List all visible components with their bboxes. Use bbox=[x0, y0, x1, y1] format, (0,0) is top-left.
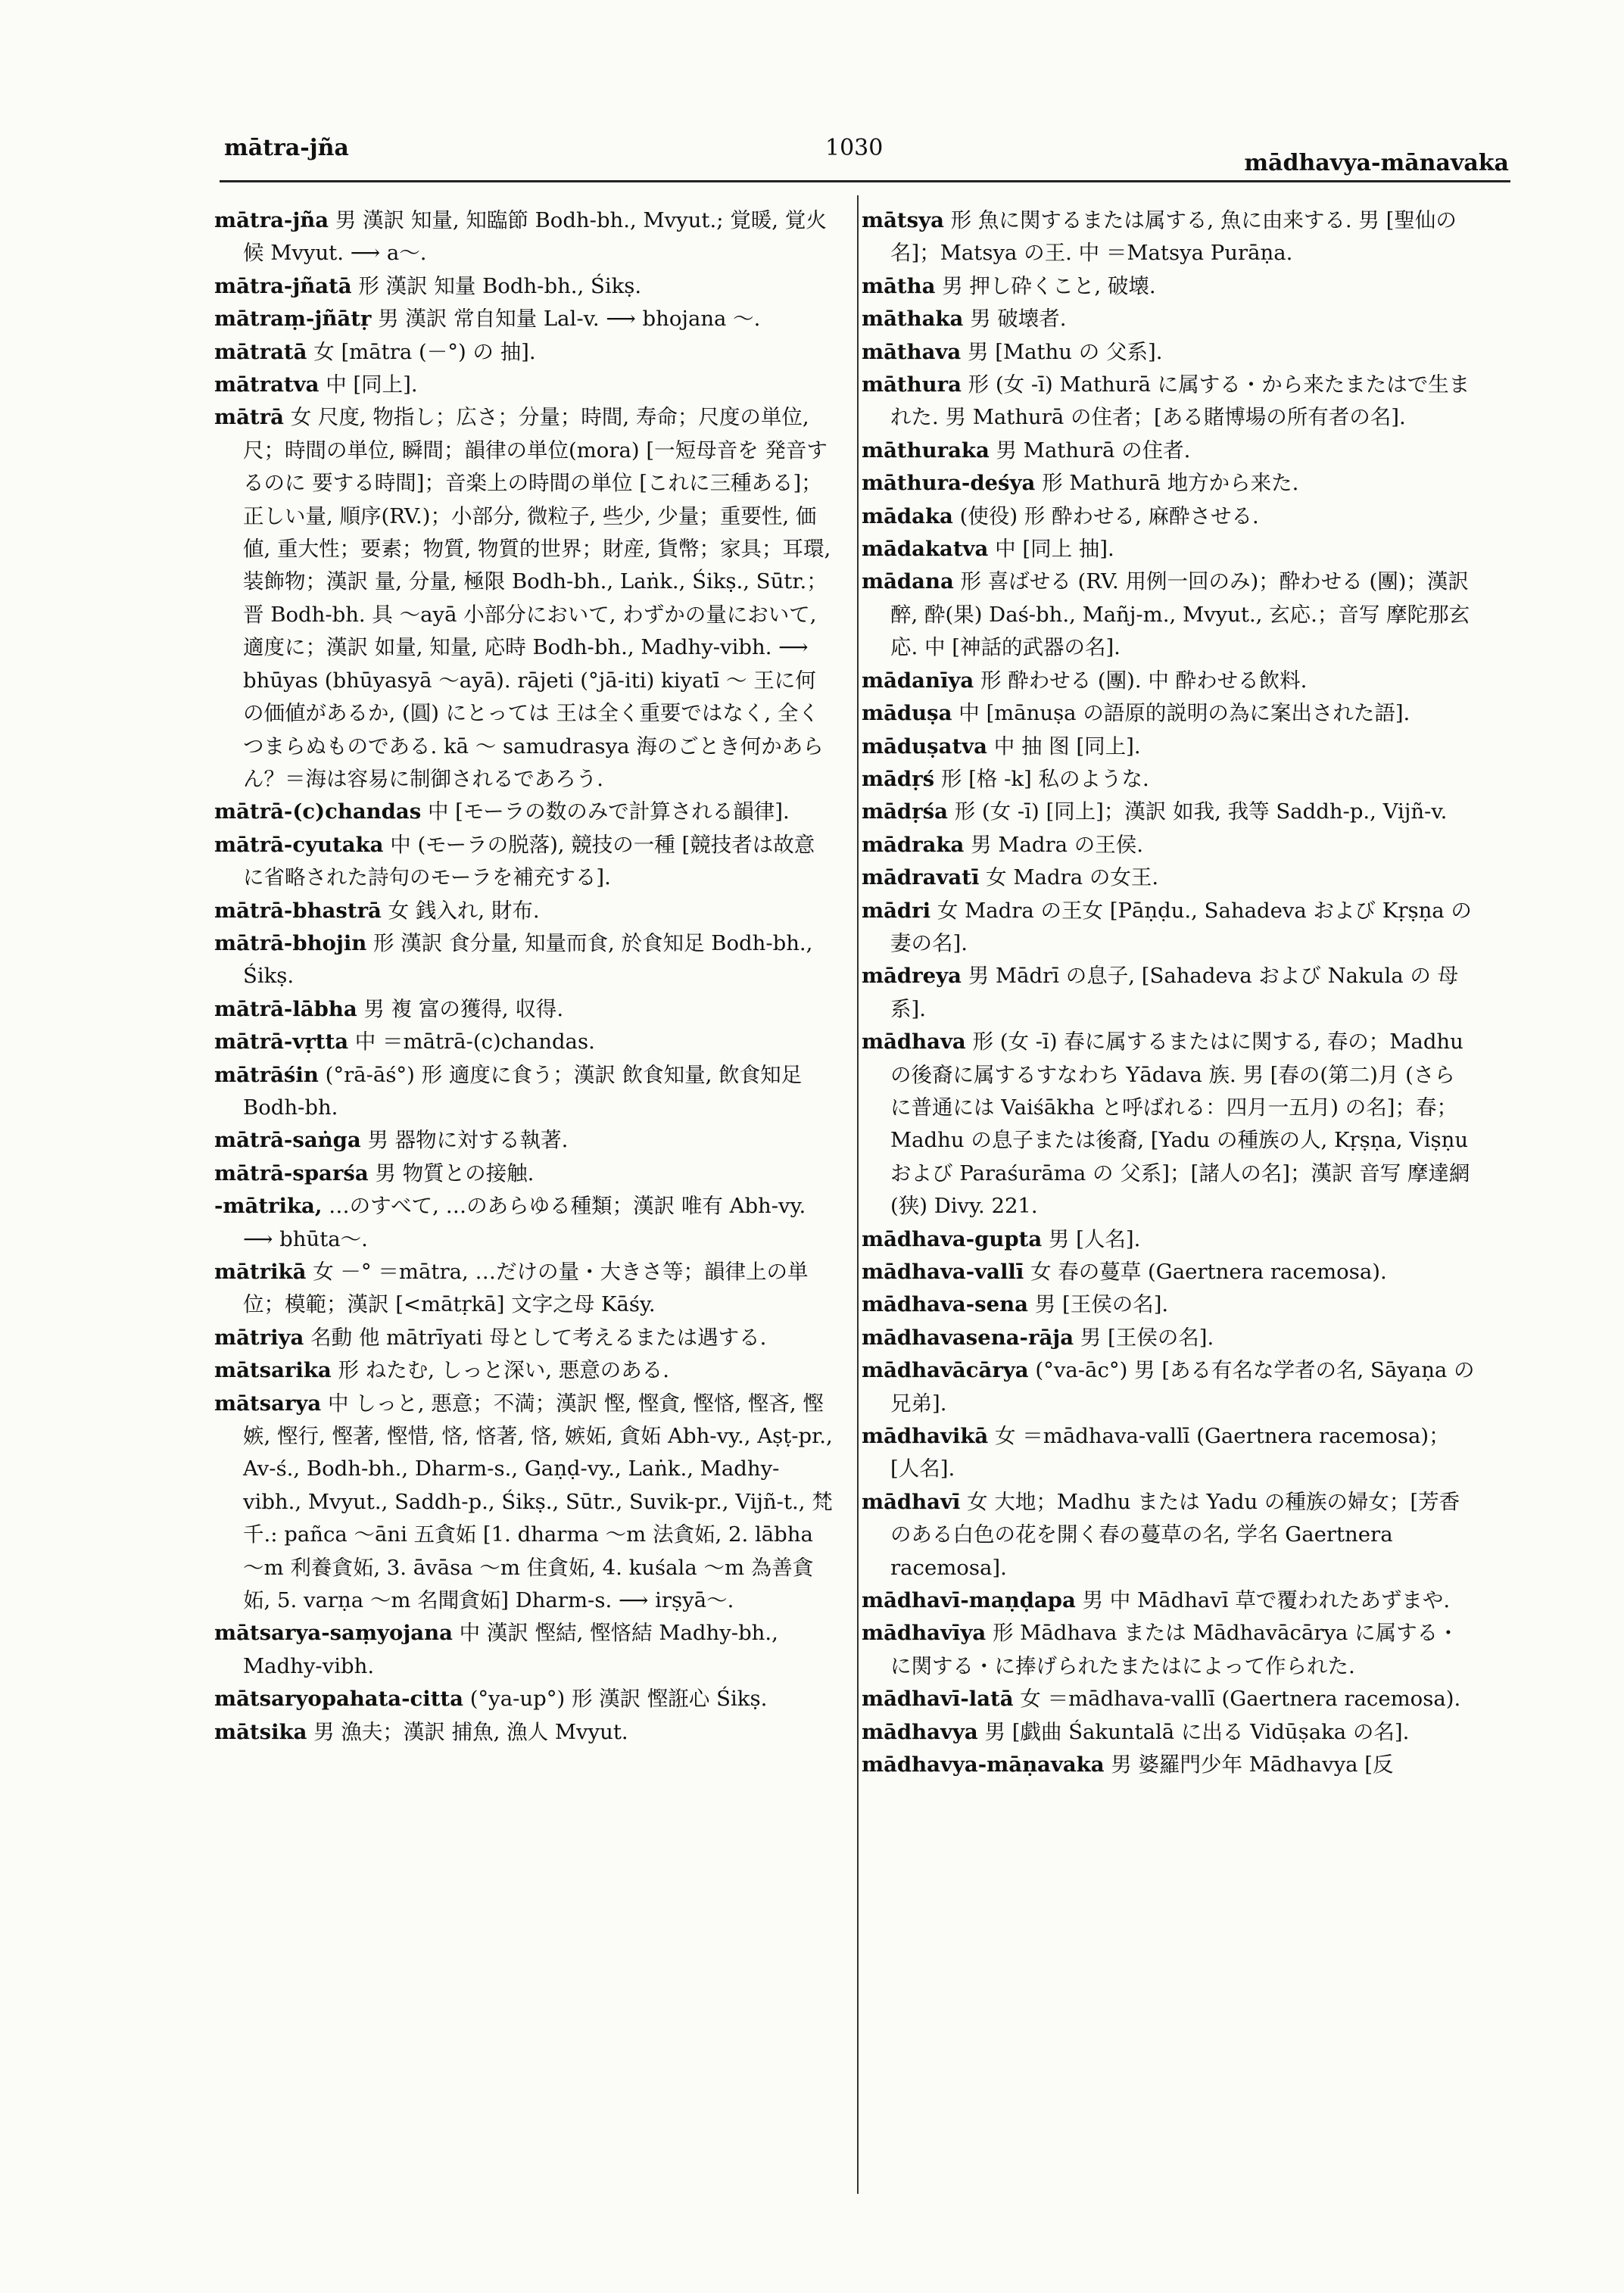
entry-definition: …のすべて, …のあらゆる種類；漢訳 唯有 Abh-vy. ⟶ bhūta～. bbox=[243, 1194, 806, 1251]
entry-definition: 中 抽 图 [同上]. bbox=[993, 734, 1141, 759]
dictionary-entry bbox=[862, 303, 1475, 335]
entry-definition: 男 漢訳 常自知量 Lal-v. ⟶ bhojana ～. bbox=[378, 307, 761, 332]
dictionary-entry bbox=[214, 303, 835, 335]
entry-headword: mātratva bbox=[214, 372, 320, 397]
entry-definition: 形 漢訳 知量 Bodh-bh., Śikṣ. bbox=[358, 273, 642, 298]
dictionary-entry bbox=[214, 1256, 835, 1322]
entry-headword: mātratā bbox=[214, 339, 307, 364]
entry-headword: mātrāśin bbox=[214, 1062, 319, 1087]
entry-definition: 形 [格 -k] 私のような. bbox=[940, 766, 1149, 791]
dictionary-entry bbox=[862, 1288, 1475, 1321]
entry-headword: mādakatva bbox=[862, 537, 989, 562]
entry-definition: 女 ＝mādhava-vallī (Gaertnera racemosa). bbox=[1020, 1687, 1461, 1712]
entry-headword: māthaka bbox=[862, 307, 964, 332]
dictionary-entry bbox=[862, 1256, 1475, 1288]
entry-definition: 中 [mānuṣa の語原的説明の為に案出された語]. bbox=[959, 701, 1410, 726]
column-divider bbox=[857, 195, 859, 2194]
dictionary-entry bbox=[862, 763, 1475, 796]
entry-definition: 男 [王侯の名]. bbox=[1034, 1292, 1169, 1317]
dictionary-entry bbox=[862, 1486, 1475, 1584]
entry-headword: mādana bbox=[862, 569, 954, 594]
entry-definition: 男 [Mathu の 父系]. bbox=[967, 339, 1163, 364]
entry-headword: māthura bbox=[862, 372, 962, 397]
dictionary-entry bbox=[862, 1683, 1475, 1715]
entry-headword: -mātrika, bbox=[214, 1194, 323, 1219]
entry-definition: 男 器物に対する執著. bbox=[367, 1128, 569, 1153]
entry-headword: māduṣatva bbox=[862, 734, 987, 759]
page-header bbox=[0, 0, 1624, 189]
entry-headword: mātrā-bhastrā bbox=[214, 898, 382, 923]
entry-definition: 形 (女 -ī) 春に属するまたはに関する, 春の；Madhu の後裔に属するすなわち Yādava 族. 男 [春の(第二)月 (さらに普通には Vaiśākha と呼ばれる：四月一五月) の名]；春；Madhu の息子または後裔, [Yadu の種族の人, Kṛṣṇa, Viṣṇu および Paraśurāma の 父系]；[諸人の名]；漢訳 音写 摩達網(狭) Divy. 221. bbox=[890, 1030, 1470, 1219]
entry-headword: mādhavikā bbox=[862, 1424, 989, 1449]
dictionary-entry bbox=[214, 1157, 835, 1190]
entry-headword: mātra-jña bbox=[214, 208, 329, 232]
entry-headword: mātrā-bhojin bbox=[214, 930, 367, 955]
entry-headword: mātrā-(c)chandas bbox=[214, 799, 422, 824]
entry-definition: 男 婆羅門少年 Mādhavya [反 bbox=[1111, 1752, 1394, 1777]
entry-definition: 女 Madra の王女 [Pāṇḍu., Sahadeva および Kṛṣṇa の妻の名]. bbox=[890, 898, 1472, 955]
entry-definition: 男 中 Mādhavī 草で覆われたあずまや. bbox=[1082, 1588, 1451, 1613]
dictionary-entry bbox=[862, 336, 1475, 369]
entry-definition: 女 ＝mādhava-vallī (Gaertnera racemosa)；[人名]. bbox=[890, 1424, 1450, 1481]
dictionary-entry bbox=[214, 1124, 835, 1157]
dictionary-entry bbox=[862, 829, 1475, 861]
entry-definition: 形 ねたむ, しっと深い, 悪意のある. bbox=[338, 1358, 669, 1383]
entry-definition: (°va-āc°) 男 [ある有名な学者の名, Sāyaṇa の兄弟]. bbox=[890, 1358, 1475, 1416]
right-column bbox=[862, 204, 1475, 1782]
dictionary-entry bbox=[862, 369, 1475, 435]
entry-definition: 形 (女 -ī) Mathurā に属する・から来たまたはで生まれた. 男 Mathurā の住者；[ある賭博場の所有者の名]. bbox=[890, 372, 1470, 430]
dictionary-entry bbox=[862, 796, 1475, 828]
entry-headword: māduṣa bbox=[862, 701, 952, 726]
entry-headword: mātsya bbox=[862, 208, 944, 232]
dictionary-entry bbox=[862, 533, 1475, 565]
entry-definition: 男 漢訳 知量, 知臨節 Bodh-bh., Mvyut.; 覚暖, 覚火候 Mvyut. ⟶ a～. bbox=[243, 208, 827, 266]
dictionary-entry bbox=[862, 1716, 1475, 1749]
left-guide-word: mātra-jña bbox=[224, 135, 349, 161]
right-guide-word: mādhavya-mānavaka bbox=[1244, 150, 1509, 176]
entry-headword: mādhava-sena bbox=[862, 1292, 1028, 1317]
entry-definition: 男 押し砕くこと, 破壊. bbox=[942, 273, 1156, 298]
dictionary-entry bbox=[214, 204, 835, 270]
dictionary-entry bbox=[214, 336, 835, 369]
dictionary-entry bbox=[862, 1617, 1475, 1683]
entry-definition: 形 (女 -ī) [同上]；漢訳 如我, 我等 Saddh-p., Vijñ-v. bbox=[954, 799, 1448, 824]
entry-definition: (使役) 形 酔わせる, 麻酔させる. bbox=[959, 503, 1259, 528]
entry-definition: 女 銭入れ, 財布. bbox=[388, 898, 540, 923]
entry-headword: mādri bbox=[862, 898, 931, 923]
dictionary-entry bbox=[862, 500, 1475, 533]
dictionary-entry bbox=[214, 1322, 835, 1354]
entry-definition: 女 Madra の女王. bbox=[986, 865, 1159, 890]
entry-headword: mādṛś bbox=[862, 766, 935, 791]
entry-definition: 男 [人名]. bbox=[1048, 1226, 1141, 1251]
entry-headword: mādraka bbox=[862, 832, 965, 857]
entry-headword: mādhavācārya bbox=[862, 1358, 1029, 1383]
entry-headword: mādhava-vallī bbox=[862, 1260, 1024, 1284]
entry-definition: 女 [mātra (－°) の 抽]. bbox=[313, 339, 536, 364]
entry-definition: 形 酔わせる (團). 中 酔わせる飲料. bbox=[980, 668, 1308, 693]
dictionary-entry bbox=[214, 1190, 835, 1256]
dictionary-entry bbox=[862, 665, 1475, 697]
dictionary-entry bbox=[214, 1026, 835, 1058]
entry-headword: mātsarika bbox=[214, 1358, 332, 1383]
entry-definition: 中 (モーラの脱落), 競技の一種 [競技者は故意に省略された詩句のモーラを補充する]. bbox=[243, 832, 815, 890]
entry-headword: māthava bbox=[862, 339, 962, 364]
entry-headword: mātsarya-saṃyojana bbox=[214, 1621, 453, 1646]
entry-headword: mātrā-lābha bbox=[214, 996, 357, 1021]
entry-headword: māthura-deśya bbox=[862, 471, 1036, 496]
entry-definition: 男 [王侯の名]. bbox=[1080, 1325, 1214, 1350]
entry-headword: mātsika bbox=[214, 1719, 307, 1744]
entry-headword: mātrā-saṅga bbox=[214, 1128, 361, 1153]
entry-definition: 男 漁夫；漢訳 捕魚, 漁人 Mvyut. bbox=[313, 1719, 628, 1744]
dictionary-entry bbox=[214, 796, 835, 828]
entry-definition: 形 Mādhava または Mādhavācārya に属する・に関する・に捧げられたまたはによって作られた. bbox=[890, 1621, 1459, 1678]
dictionary-entry bbox=[862, 204, 1475, 270]
dictionary-entry bbox=[214, 1388, 835, 1618]
dictionary-entry bbox=[214, 895, 835, 927]
entry-headword: mādhavīya bbox=[862, 1621, 987, 1646]
entry-headword: mādhavī-maṇḍapa bbox=[862, 1588, 1076, 1613]
entry-headword: mātsaryopahata-citta bbox=[214, 1687, 463, 1712]
dictionary-entry bbox=[214, 369, 835, 401]
entry-definition: 中 [モーラの数のみで計算される韻律]. bbox=[427, 799, 790, 824]
entry-headword: mātrā-cyutaka bbox=[214, 832, 384, 857]
entry-headword: mātrā bbox=[214, 405, 284, 430]
page-number: 1030 bbox=[825, 135, 884, 161]
entry-headword: mātrā-vṛtta bbox=[214, 1030, 349, 1055]
entry-definition: 男 Mādrī の息子, [Sahadeva および Nakula の 母系]. bbox=[890, 964, 1459, 1021]
dictionary-entry bbox=[862, 731, 1475, 763]
dictionary-entry bbox=[862, 1584, 1475, 1617]
entry-definition: 男 Mathurā の住者. bbox=[996, 438, 1191, 463]
dictionary-entry bbox=[862, 1223, 1475, 1256]
entry-definition: 形 喜ばせる (RV. 用例一回のみ)；酔わせる (團)；漢訳 醉, 酔(果) Daś-bh., Mañj-m., Mvyut., 玄応.；音写 摩陀那玄応. 中 [神話的武器の名]. bbox=[890, 569, 1470, 660]
entry-headword: mādaka bbox=[862, 503, 953, 528]
entry-definition: 形 漢訳 食分量, 知量而食, 於食知足 Bodh-bh., Śikṣ. bbox=[243, 930, 813, 989]
dictionary-entry bbox=[214, 1354, 835, 1387]
entry-headword: mātsarya bbox=[214, 1391, 322, 1416]
entry-definition: 男 複 富の獲得, 収得. bbox=[363, 996, 564, 1021]
dictionary-entry bbox=[214, 1059, 835, 1125]
dictionary-entry bbox=[862, 895, 1475, 961]
entry-headword: mātra-jñatā bbox=[214, 273, 352, 298]
dictionary-entry bbox=[214, 1617, 835, 1683]
entry-headword: mādhavī bbox=[862, 1489, 961, 1514]
entry-definition: 中 漢訳 慳結, 慳悋結 Madhy-bh., Madhy-vibh. bbox=[243, 1621, 778, 1678]
entry-headword: mādravatī bbox=[862, 865, 980, 890]
dictionary-entry bbox=[862, 1322, 1475, 1354]
dictionary-entry bbox=[862, 861, 1475, 894]
dictionary-entry bbox=[862, 435, 1475, 467]
dictionary-entry bbox=[862, 1354, 1475, 1420]
entry-definition: 女 尺度, 物指し；広さ；分量；時間, 寿命；尺度の単位, 尺；時間の単位, 瞬間；韻律の単位(mora) [一短母音を 発音するのに 要する時間]；音楽上の時間の単位 [これに三種ある]；正しい量, 順序(RV.)；小部分, 微粒子, 些少, 少量；重要性, 価値, 重大性；要素；物質, 物質的世界；財産, 貨幣；家具；耳環, 装飾物；漢訳 量, 分量, 極限 Bodh-bh., Laṅk., Śikṣ., Sūtr.；晋 Bodh-bh. 具 ～ayā 小部分において, わずかの量において, 適度に；漢訳 如量, 知量, 応時 Bodh-bh., Madhy-vibh. ⟶ bhūyas (bhūyasyā ～ayā). rājeti (°jā-iti) kiyatī ～ 王に何の価値があるか, (圓) にとっては 王は全く重要ではなく, 全くつまらぬものである. kā ～ samudrasya 海のごとき何かあらん？＝海は容易に制御されるであろう. bbox=[243, 405, 831, 791]
entry-definition: 女 春の蔓草 (Gaertnera racemosa). bbox=[1030, 1260, 1387, 1284]
entry-headword: mādhavī-latā bbox=[862, 1687, 1014, 1712]
entry-headword: mātrā-sparśa bbox=[214, 1161, 369, 1185]
entry-definition: 男 Madra の王侯. bbox=[971, 832, 1144, 857]
dictionary-entry bbox=[862, 960, 1475, 1026]
entry-definition: 男 破壊者. bbox=[970, 307, 1067, 332]
entry-headword: mādhavya-māṇavaka bbox=[862, 1752, 1105, 1777]
dictionary-entry bbox=[214, 1683, 835, 1715]
dictionary-entry bbox=[214, 927, 835, 993]
entry-definition: 男 物質との接触. bbox=[375, 1161, 535, 1185]
dictionary-entry bbox=[214, 829, 835, 895]
entry-definition: 中 [同上]. bbox=[326, 372, 418, 397]
entry-definition: 形 魚に関するまたは属する, 魚に由来する. 男 [聖仙の名]；Matsya の王. 中 ＝Matsya Purāṇa. bbox=[890, 208, 1457, 266]
dictionary-entry bbox=[862, 270, 1475, 303]
entry-definition: 中 しっと, 悪意；不満；漢訳 慳, 慳貪, 慳悋, 慳吝, 慳嫉, 慳行, 慳著, 慳惜, 悋, 悋著, 悋, 嫉妬, 貪妬 Abh-vy., Aṣṭ-pr., Av-ś., Bodh-bh., Dharm-s., Gaṇḍ-vy., Laṅk., Madhy-vibh., Mvyut., Saddh-p., Śikṣ., Sūtr., Suvik-pr., Vijñ-t., 梵千.: pañca ～āni 五貪妬 [1. dharma ～m 法貪妬, 2. lābha ～m 利養貪妬, 3. āvāsa ～m 住貪妬, 4. kuśala ～m 為善貪妬, 5. varṇa ～m 名聞貪妬] Dharm-s. ⟶ irṣyā～. bbox=[243, 1391, 833, 1613]
entry-definition: 中 [同上 抽]. bbox=[995, 537, 1114, 562]
entry-headword: mādhava bbox=[862, 1030, 966, 1055]
dictionary-entry bbox=[214, 270, 835, 303]
entry-definition: 女 －° ＝mātra, …だけの量・大きさ等；韻律上の単位；模範；漢訳 [<mātṛkā] 文字之母 Kāśy. bbox=[243, 1260, 809, 1317]
entry-definition: 女 大地；Madhu または Yadu の種族の婦女；[芳香のある白色の花を開く春の蔓草の名, 学名 Gaertnera racemosa]. bbox=[890, 1489, 1460, 1580]
dictionary-entry bbox=[862, 1749, 1475, 1781]
entry-headword: mātraṃ-jñātṛ bbox=[214, 307, 372, 332]
entry-headword: mādhavya bbox=[862, 1719, 978, 1744]
left-column bbox=[214, 204, 835, 1749]
header-rule bbox=[220, 180, 1510, 182]
entry-headword: mātriya bbox=[214, 1325, 304, 1350]
entry-headword: māthuraka bbox=[862, 438, 990, 463]
dictionary-entry bbox=[862, 565, 1475, 664]
dictionary-entry bbox=[862, 1420, 1475, 1486]
entry-headword: mātrikā bbox=[214, 1260, 307, 1284]
entry-headword: mādhava-gupta bbox=[862, 1226, 1043, 1251]
entry-definition: 名動 他 mātrīyati 母として考えるまたは遇する. bbox=[310, 1325, 767, 1350]
entry-headword: mātha bbox=[862, 273, 936, 298]
dictionary-entry bbox=[214, 1716, 835, 1749]
entry-definition: 中 ＝mātrā-(c)chandas. bbox=[354, 1030, 595, 1055]
dictionary-entry bbox=[214, 993, 835, 1026]
dictionary-entry bbox=[862, 697, 1475, 730]
entry-definition: (°rā-āś°) 形 適度に食う；漢訳 飲食知量, 飲食知足 Bodh-bh. bbox=[243, 1062, 803, 1120]
entry-headword: mādanīya bbox=[862, 668, 974, 693]
dictionary-entry bbox=[862, 1026, 1475, 1223]
entry-definition: 男 [戯曲 Śakuntalā に出る Vidūṣaka の名]. bbox=[984, 1719, 1410, 1744]
entry-headword: mādhavasena-rāja bbox=[862, 1325, 1074, 1350]
dictionary-entry bbox=[862, 467, 1475, 500]
dictionary-entry bbox=[214, 401, 835, 796]
entry-headword: mādṛśa bbox=[862, 799, 948, 824]
entry-definition: 形 Mathurā 地方から来た. bbox=[1042, 471, 1299, 496]
entry-headword: mādreya bbox=[862, 964, 962, 989]
entry-definition: (°ya-up°) 形 漢訳 慳誑心 Śikṣ. bbox=[469, 1687, 768, 1712]
